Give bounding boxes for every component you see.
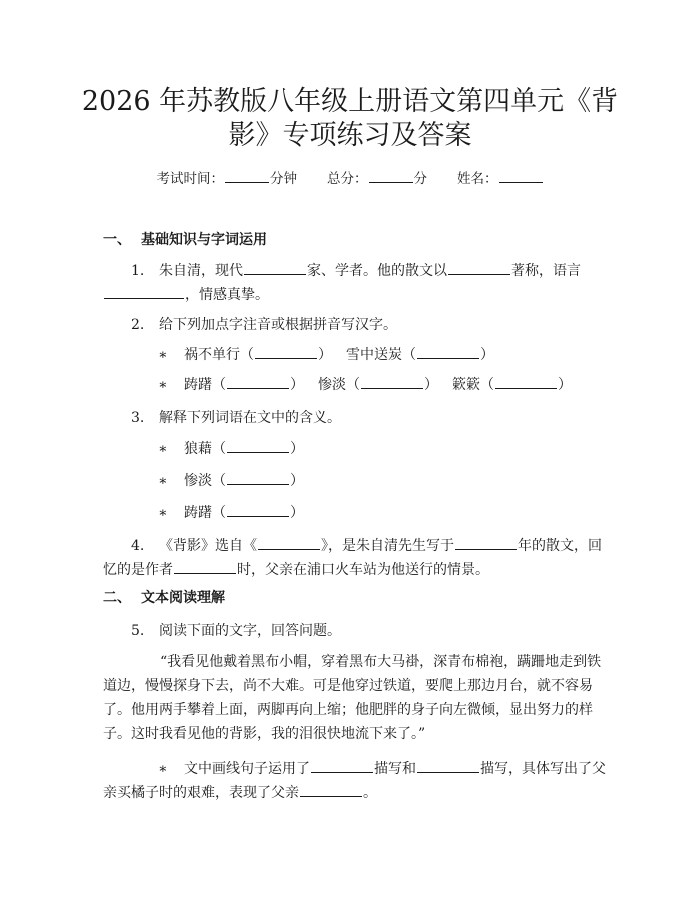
question-number: 3. — [131, 410, 145, 426]
question-text: 。 — [363, 785, 377, 801]
item-text: 祸不单行（ — [184, 347, 254, 363]
answer-blank[interactable] — [104, 284, 184, 299]
question-number: 5. — [131, 623, 145, 639]
question-text: 亲买橘子时的艰难，表现了父亲 — [103, 785, 299, 801]
item-text: ） — [290, 505, 304, 521]
item-text: ） — [290, 441, 304, 457]
time-blank[interactable] — [225, 168, 269, 183]
passage-line-1: “我看见他戴着黑布小帽，穿着黑布大马褂，深青布棉袍，蹒跚地走到铁 — [160, 654, 602, 670]
time-unit: 分钟 — [270, 171, 297, 187]
question-5 — [131, 620, 341, 642]
question-2 — [131, 314, 397, 336]
answer-blank[interactable] — [448, 260, 510, 275]
name-blank[interactable] — [499, 168, 543, 183]
bullet-icon: ∗ — [158, 347, 168, 363]
answer-blank[interactable] — [174, 559, 236, 574]
score-label: 总分： — [327, 171, 368, 187]
answer-blank[interactable] — [227, 438, 289, 453]
answer-blank[interactable] — [227, 374, 289, 389]
question-text: 朱自清，现代 — [159, 263, 243, 279]
answer-blank[interactable] — [455, 535, 517, 550]
passage-line-3: 了。他用两手攀着上面，两脚再向上缩；他肥胖的身子向左微倾，显出努力的样 — [103, 702, 593, 718]
question-5-sub-line-2 — [103, 782, 377, 804]
item-text: ） — [558, 377, 572, 393]
bullet-icon: ∗ — [158, 505, 168, 521]
name-label: 姓名： — [457, 171, 498, 187]
answer-blank[interactable] — [495, 374, 557, 389]
answer-blank[interactable] — [244, 260, 306, 275]
answer-blank[interactable] — [255, 344, 317, 359]
item-text: ） — [424, 377, 438, 393]
question-4-line-1 — [131, 535, 602, 557]
question-text: 给下列加点字注音或根据拼音写汉字。 — [159, 317, 397, 333]
question-number: 1. — [131, 263, 145, 279]
answer-blank[interactable] — [417, 758, 479, 773]
bullet-icon: ∗ — [158, 441, 168, 457]
item-text: 惨淡（ — [184, 473, 226, 489]
time-label: 考试时间： — [156, 171, 224, 187]
bullet-icon: ∗ — [158, 377, 168, 393]
bullet-icon: ∗ — [158, 473, 168, 489]
question-number: 4. — [131, 538, 145, 554]
section-title: 基础知识与字词运用 — [141, 232, 267, 248]
item-text: ） — [290, 377, 304, 393]
answer-blank[interactable] — [258, 535, 320, 550]
question-2-row-1 — [158, 344, 494, 366]
question-text: 描写和 — [374, 761, 416, 777]
answer-blank[interactable] — [227, 502, 289, 517]
item-text: 簌簌（ — [452, 377, 494, 393]
question-text: 描写，具体写出了父 — [480, 761, 606, 777]
item-text: 狼藉（ — [184, 441, 226, 457]
title-line-1: 2026 年苏教版八年级上册语文第四单元《背 — [81, 86, 619, 117]
item-text: 雪中送炭（ — [346, 347, 416, 363]
question-text: 解释下列词语在文中的含义。 — [159, 410, 341, 426]
question-text: ，情感真挚。 — [185, 287, 269, 303]
item-text: ） — [318, 347, 332, 363]
answer-blank[interactable] — [361, 374, 423, 389]
question-3-item-2 — [158, 470, 304, 492]
answer-blank[interactable] — [300, 782, 362, 797]
question-text: 著称，语言 — [511, 263, 581, 279]
question-text: 年的散文，回 — [518, 538, 602, 554]
title-line-2: 影》专项练习及答案 — [228, 120, 472, 151]
question-5-sub-line-1 — [158, 758, 606, 780]
question-text: 《背影》选自《 — [159, 538, 257, 554]
question-1-line-1 — [131, 260, 581, 282]
question-text: 家、学者。他的散文以 — [307, 263, 447, 279]
question-text: 》，是朱自清先生写于 — [321, 538, 454, 554]
item-text: 惨淡（ — [318, 377, 360, 393]
item-text: 踌躇（ — [184, 505, 226, 521]
question-3 — [131, 407, 341, 429]
score-blank[interactable] — [369, 168, 413, 183]
answer-blank[interactable] — [417, 344, 479, 359]
question-text: 文中画线句子运用了 — [184, 761, 310, 777]
answer-blank[interactable] — [227, 470, 289, 485]
section-title: 文本阅读理解 — [141, 590, 225, 606]
exam-meta — [0, 168, 700, 189]
question-text: 时，父亲在浦口火车站为他送行的情景。 — [237, 562, 489, 578]
question-1-line-2 — [103, 284, 269, 306]
item-text: 踌躇（ — [184, 377, 226, 393]
item-text: ） — [480, 347, 494, 363]
section-heading-1 — [103, 230, 267, 250]
score-unit: 分 — [413, 171, 427, 187]
question-number: 2. — [131, 317, 145, 333]
question-text: 阅读下面的文字，回答问题。 — [159, 623, 341, 639]
answer-blank[interactable] — [311, 758, 373, 773]
question-2-row-2 — [158, 374, 572, 396]
section-number: 一、 — [103, 232, 131, 248]
section-number: 二、 — [103, 590, 131, 606]
question-3-item-1 — [158, 438, 304, 460]
question-4-line-2 — [103, 559, 489, 581]
section-heading-2 — [103, 588, 225, 608]
question-text: 忆的是作者 — [103, 562, 173, 578]
passage-line-4: 子。这时我看见他的背影，我的泪很快地流下来了。” — [103, 726, 426, 742]
item-text: ） — [290, 473, 304, 489]
bullet-icon: ∗ — [158, 761, 168, 777]
question-3-item-3 — [158, 502, 304, 524]
passage-line-2: 道边，慢慢探身下去，尚不大难。可是他穿过铁道，要爬上那边月台，就不容易 — [103, 678, 593, 694]
